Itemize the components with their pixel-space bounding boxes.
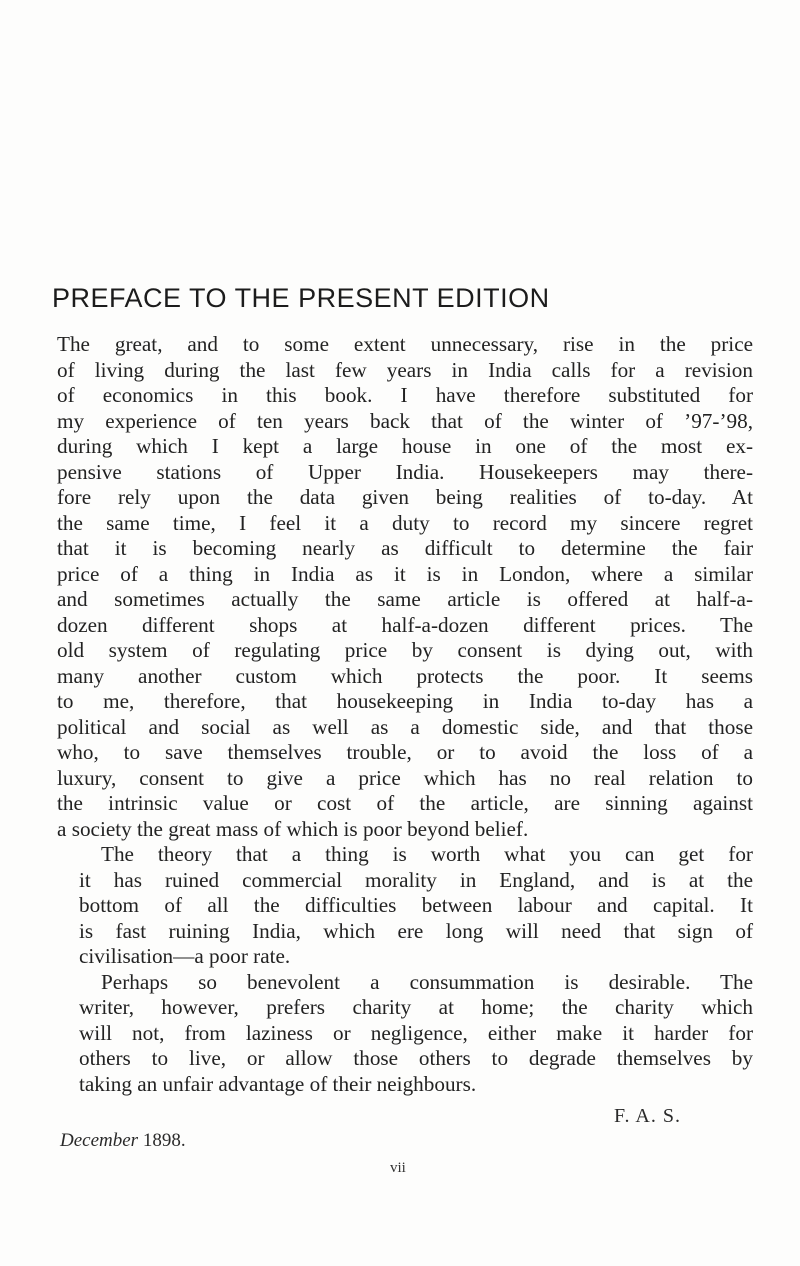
text-line: taking an unfair advantage of their neighbours. (79, 1071, 477, 1096)
text-line: price of a thing in India as it is in London, where a similar (57, 561, 753, 586)
text-line: that it is becoming nearly as difficult to determine the fair (57, 536, 753, 560)
text-line: pensive stations of Upper India. Housekeepers may there- (57, 459, 753, 484)
text-line: The great, and to some extent unnecessary, rise in the price (57, 332, 753, 356)
text-line: political and social as well as a domestic side, and that those (57, 714, 753, 739)
text-line: bottom of all the difficulties between labour and capital. It (79, 893, 753, 917)
text-line: dozen different shops at half-a-dozen different prices. The (57, 612, 753, 637)
text-line: others to live, or allow those others to degrade themselves by (79, 1046, 753, 1070)
text-line: a society the great mass of which is poor beyond belief. (57, 816, 529, 841)
date-month: December (60, 1130, 139, 1151)
paragraph-2 (57, 842, 753, 970)
text-line: the same time, I feel it a duty to record my sincere regret (57, 510, 753, 535)
text-line: to me, therefore, that housekeeping in India to-day has a (57, 689, 753, 713)
text-line: during which I kept a large house in one of the most ex- (57, 434, 753, 458)
text-line: the intrinsic value or cost of the article, are sinning against (57, 791, 753, 815)
page-title: PREFACE TO THE PRESENT EDITION (52, 283, 550, 313)
text-line: my experience of ten years back that of the winter of ’97-’98, (57, 408, 753, 433)
text-line: many another custom which protects the poor. It seems (57, 663, 753, 688)
dateline (60, 1130, 186, 1152)
text-line: writer, however, prefers charity at home; the charity which (79, 995, 753, 1019)
text-line: who, to save themselves trouble, or to avoid the loss of a (57, 740, 753, 764)
author-initials: F. A. S. (614, 1105, 681, 1127)
text-line: is fast ruining India, which ere long will need that sign of (79, 918, 753, 943)
text-line: and sometimes actually the same article is offered at half-a- (57, 587, 753, 611)
text-line: civilisation—a poor rate. (79, 944, 291, 968)
text-line: will not, from laziness or negligence, either make it harder for (79, 1020, 753, 1045)
text-line: it has ruined commercial morality in England, and is at the (79, 867, 753, 892)
text-line: Perhaps so benevolent a consummation is desirable. The (101, 969, 753, 994)
preface-body (57, 332, 753, 1097)
text-line: of living during the last few years in India calls for a revision (57, 357, 753, 382)
paragraph-1 (57, 332, 753, 842)
text-line: of economics in this book. I have therefore substituted for (57, 383, 753, 407)
text-line: fore rely upon the data given being realities of to-day. At (57, 485, 753, 509)
date-year: 1898. (142, 1130, 186, 1151)
text-line: luxury, consent to give a price which has no real relation to (57, 765, 753, 790)
page-number: vii (390, 1160, 406, 1176)
paragraph-3 (57, 970, 753, 1098)
text-line: old system of regulating price by consent is dying out, with (57, 638, 753, 662)
text-line: The theory that a thing is worth what you can get for (101, 842, 753, 866)
